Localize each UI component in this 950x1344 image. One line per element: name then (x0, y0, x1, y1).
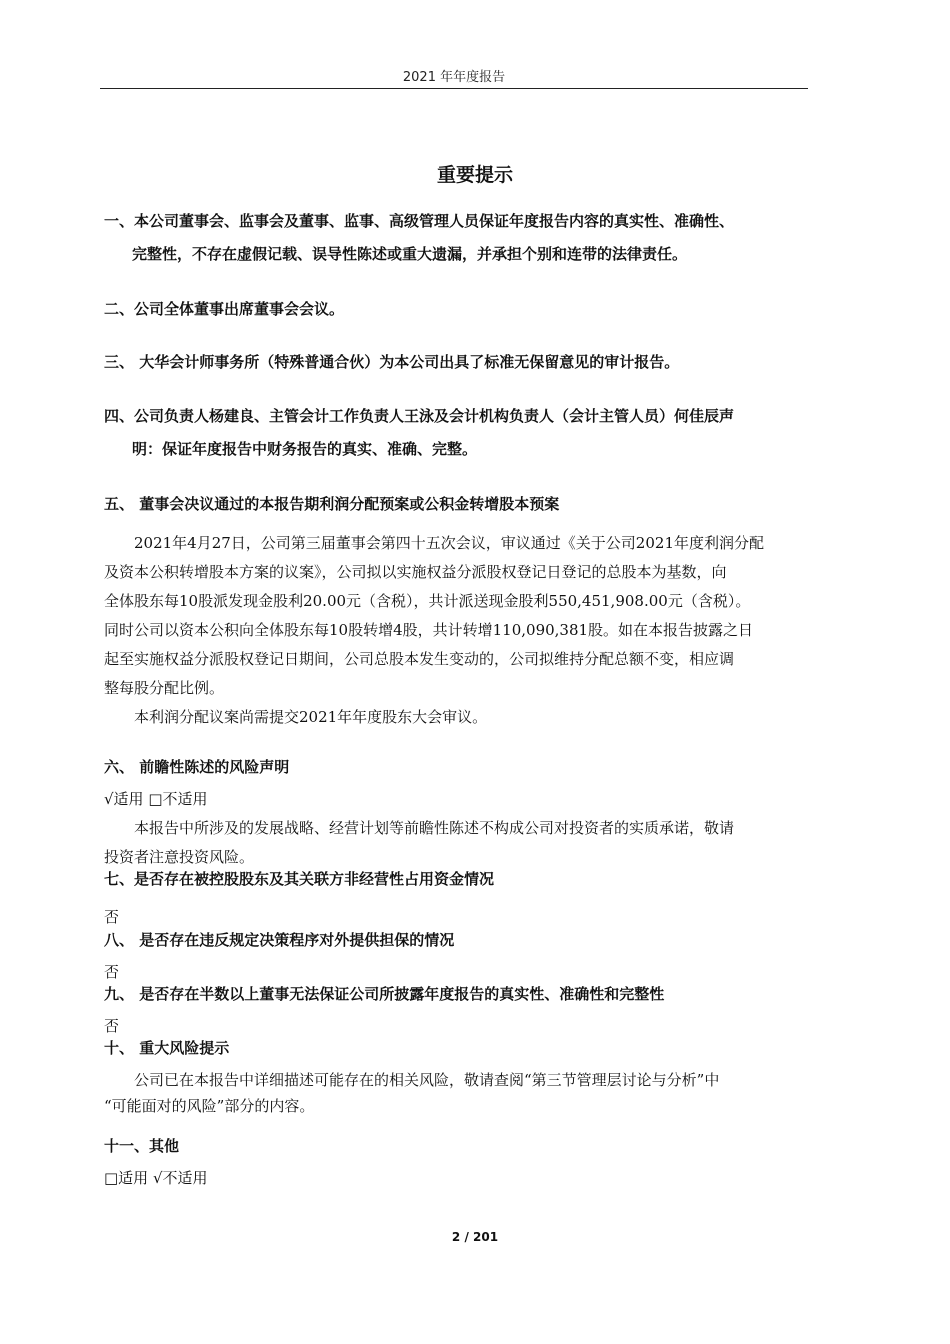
section-5-para-line: 同时公司以资本公积向全体股东每10股转增4股，共计转增110,090,381股。如在本报告披露之日 (104, 621, 754, 639)
section-5-para-line: 整每股分配比例。 (104, 679, 225, 697)
section-4-line-1: 四、公司负责人杨建良、主管会计工作负责人王泳及会计机构负责人（会计主管人员）何佳辰声 (104, 407, 735, 425)
section-7-heading: 七、是否存在被控股股东及其关联方非经营性占用资金情况 (104, 870, 495, 888)
section-5-para-line: 全体股东每10股派发现金股利20.00元（含税），共计派送现金股利550,451,908.00元（含税）。 (104, 592, 751, 610)
section-1-line-2: 完整性，不存在虚假记载、误导性陈述或重大遗漏，并承担个别和连带的法律责任。 (132, 245, 688, 263)
section-5-heading: 五、 董事会决议通过的本报告期利润分配预案或公积金转增股本预案 (104, 495, 560, 513)
section-5-note: 本利润分配议案尚需提交2021年年度股东大会审议。 (134, 708, 488, 726)
section-8-heading: 八、 是否存在违反规定决策程序对外提供担保的情况 (104, 931, 455, 949)
page-header: 2021 年年度报告 (402, 70, 506, 85)
section-6-applicability: √适用 □不适用 (104, 790, 208, 808)
section-6-para-line: 本报告中所涉及的发展战略、经营计划等前瞻性陈述不构成公司对投资者的实质承诺，敬请 (134, 819, 735, 837)
section-9-answer: 否 (104, 1017, 120, 1035)
section-7-answer: 否 (104, 908, 120, 926)
header-divider (100, 88, 808, 89)
section-10-para-line: “可能面对的风险”部分的内容。 (104, 1097, 315, 1115)
section-1-line-1: 一、本公司董事会、监事会及董事、监事、高级管理人员保证年度报告内容的真实性、准确性、 (104, 212, 735, 230)
page-title: 重要提示 (436, 164, 513, 186)
section-5-para-line: 2021年4月27日，公司第三届董事会第四十五次会议，审议通过《关于公司2021年度利润分配 (134, 534, 764, 552)
section-10-heading: 十、 重大风险提示 (104, 1039, 230, 1057)
section-11-applicability: □适用 √不适用 (104, 1169, 208, 1187)
section-6-heading: 六、 前瞻性陈述的风险声明 (104, 758, 290, 776)
section-8-answer: 否 (104, 963, 120, 981)
section-9-heading: 九、 是否存在半数以上董事无法保证公司所披露年度报告的真实性、准确性和完整性 (104, 985, 665, 1003)
section-2: 二、公司全体董事出席董事会会议。 (104, 300, 345, 318)
section-6-para-line: 投资者注意投资风险。 (104, 848, 255, 866)
page-number: 2 / 201 (451, 1230, 499, 1244)
section-10-para-line: 公司已在本报告中详细描述可能存在的相关风险，敬请查阅“第三节管理层讨论与分析”中 (134, 1071, 720, 1089)
section-5-para-line: 及资本公积转增股本方案的议案》，公司拟以实施权益分派股权登记日登记的总股本为基数，向 (104, 563, 727, 581)
section-11-heading: 十一、其他 (104, 1137, 180, 1155)
section-5-para-line: 起至实施权益分派股权登记日期间，公司总股本发生变动的，公司拟维持分配总额不变，相应调 (104, 650, 735, 668)
section-3: 三、 大华会计师事务所（特殊普通合伙）为本公司出具了标准无保留意见的审计报告。 (104, 353, 680, 371)
section-4-line-2: 明：保证年度报告中财务报告的真实、准确、完整。 (132, 440, 478, 458)
